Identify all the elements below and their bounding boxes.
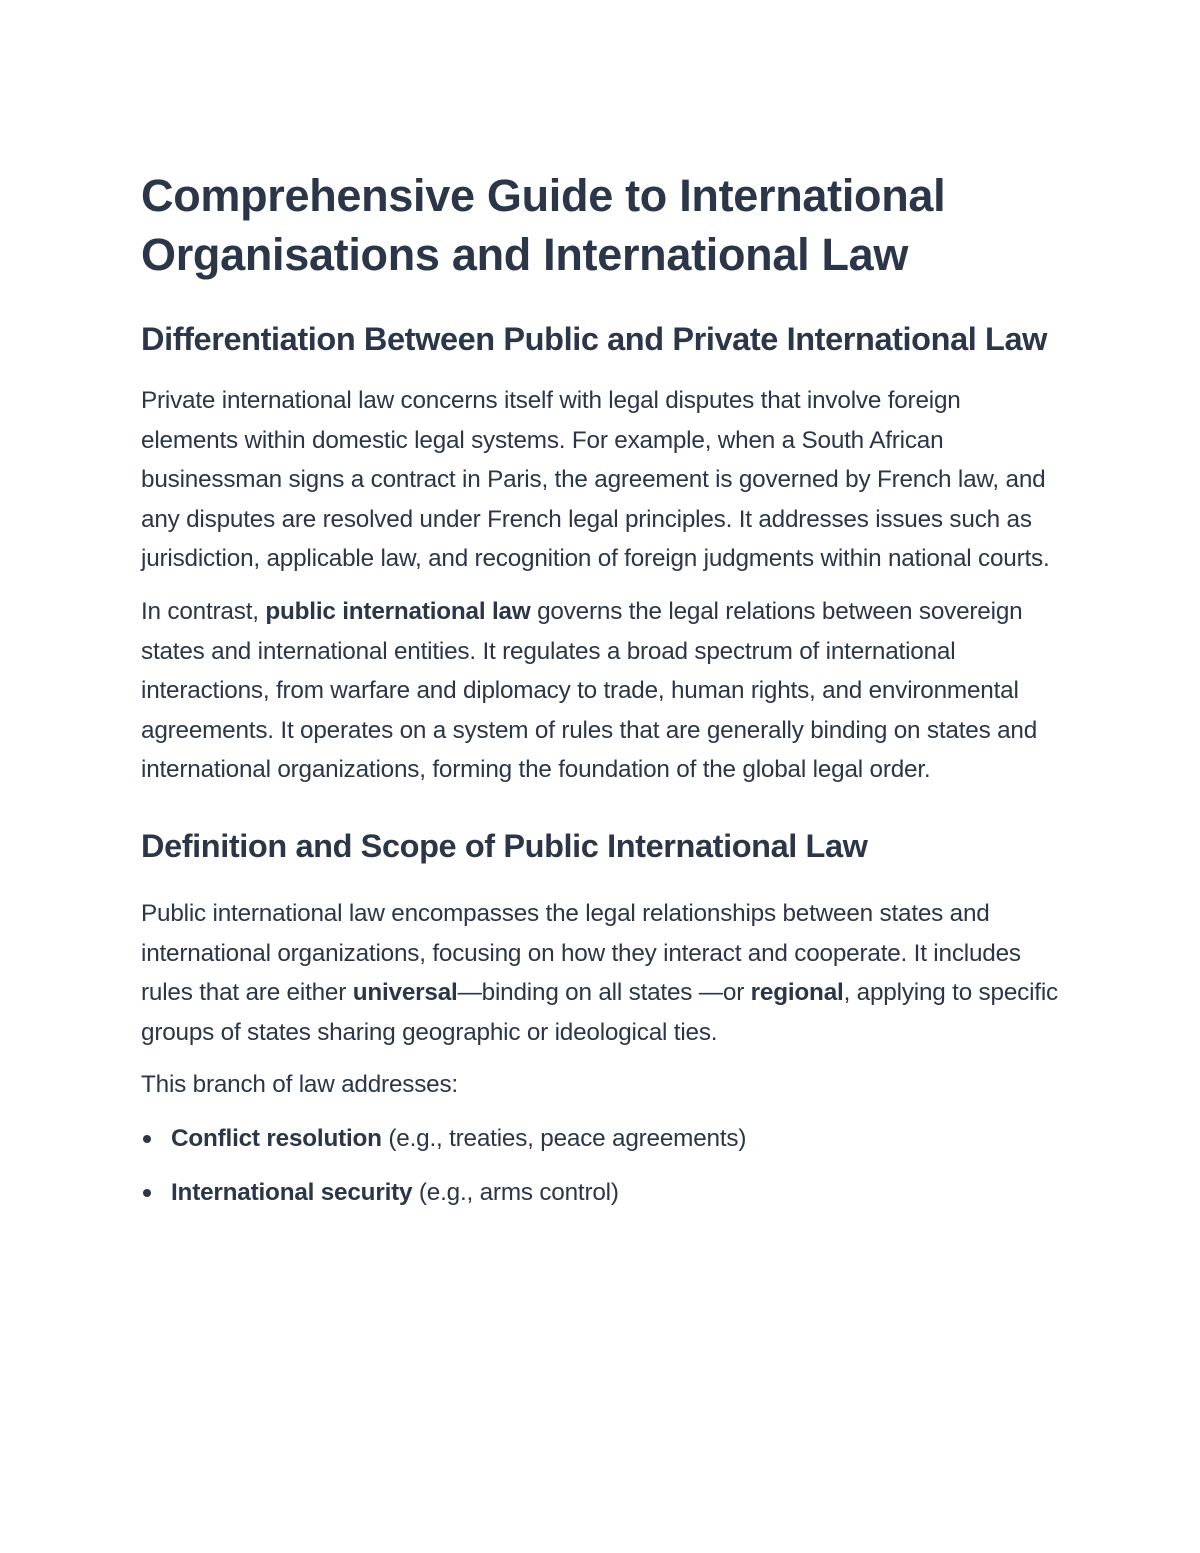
- section-heading-differentiation: Differentiation Between Public and Private International Law: [141, 321, 1048, 357]
- paragraph-definition: [141, 894, 1061, 1052]
- paragraph-public-law: [141, 592, 1061, 790]
- bold-term-universal: universal: [352, 979, 458, 1007]
- paragraph-text: Public international law encompasses the legal relationships between states and international organizations, focusing on how they interact and cooperate. It includes rules that are either: [141, 899, 1021, 1007]
- document-page: [141, 166, 1061, 1226]
- list-item-text: (e.g., arms control): [412, 1178, 619, 1206]
- paragraph-addresses-intro: This branch of law addresses:: [141, 1071, 458, 1099]
- paragraph-text: In contrast,: [141, 597, 266, 625]
- list-item-term: International security: [171, 1178, 413, 1206]
- list-item-term: Conflict resolution: [171, 1124, 382, 1152]
- list-item-text: (e.g., treaties, peace agreements): [381, 1124, 747, 1152]
- bold-term-public-international-law: public international law: [265, 597, 531, 625]
- list-item: [141, 1119, 1061, 1159]
- bold-term-regional: regional: [750, 979, 844, 1007]
- document-title: Comprehensive Guide to International Organisations and International Law: [141, 170, 946, 280]
- list-item: [141, 1173, 1061, 1213]
- section-heading-definition: Definition and Scope of Public International Law: [141, 827, 868, 864]
- bullet-icon: [143, 1189, 151, 1197]
- bullet-icon: [143, 1135, 151, 1143]
- paragraph-text: , applying to specific groups of states sharing geographic or ideological ties.: [141, 979, 1058, 1046]
- paragraph-private-law: Private international law concerns itself with legal disputes that involve foreign elements within domestic legal systems. For example, when a South African businessman signs a contract in Paris, the agreement is governed by French law, and any disputes are resolved under French legal principles. It addresses issues such as jurisdiction, applicable law, and recognition of foreign judgments within national courts.: [141, 387, 1050, 573]
- topics-list: [141, 1119, 1061, 1212]
- paragraph-text: —binding on all states —or: [457, 979, 751, 1007]
- paragraph-text: governs the legal relations between sovereign states and international entities. It regulates a broad spectrum of international interactions, from warfare and diplomacy to trade, human rights, and environmental agreements. It operates on a system of rules that are generally binding on states and international organizations, forming the foundation of the global legal order.: [141, 597, 1038, 784]
